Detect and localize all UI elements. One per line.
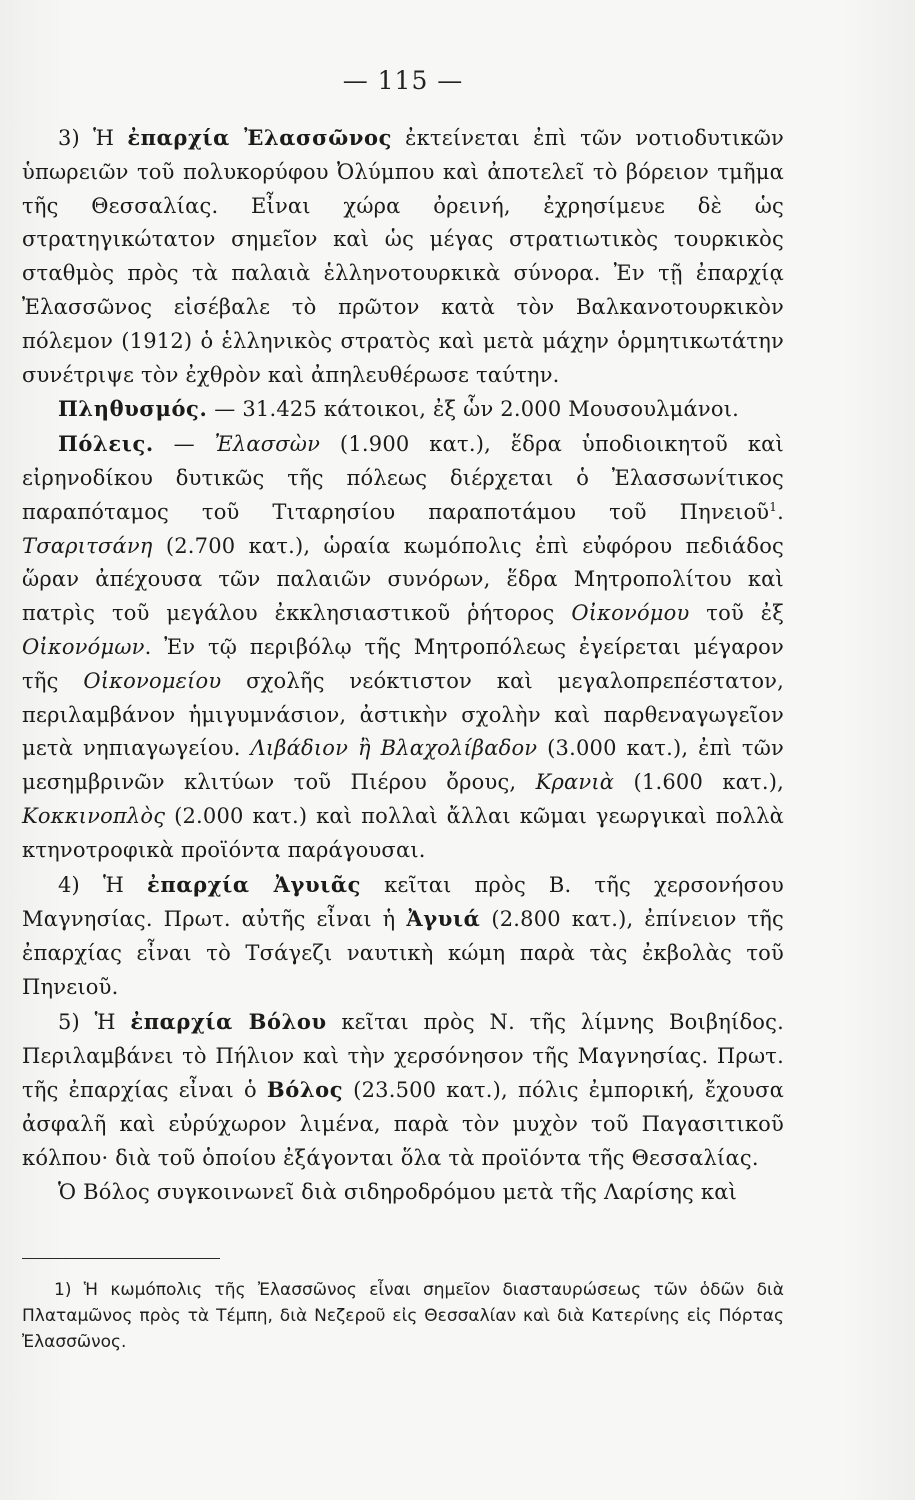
heading-population: Πληθυσμός. <box>58 396 208 422</box>
paragraph-lead: 4) Ἡ <box>58 872 147 897</box>
city-name: Λιβάδιον ἢ Βλαχολίβαδον <box>250 736 538 761</box>
person-name: Οἰκονόμου <box>571 601 690 626</box>
place-name: Οἰκονόμων <box>22 634 145 659</box>
heading-agyia-province: ἐπαρχία Ἀγυιᾶς <box>147 871 362 897</box>
text-segment: (1.600 κατ.), <box>614 770 784 795</box>
paragraph-elasson-province <box>22 121 784 392</box>
city-name: Ἐλασσὼν <box>214 432 321 457</box>
city-name-bold: Βόλος <box>266 1077 344 1103</box>
footnote <box>22 1277 784 1355</box>
text-segment: (2.800 κατ.), ἐπίνειον τῆς ἐπαρχίας εἶναι τὸ Τσάγεζι ναυτικὴ κώμη παρὰ τὰς ἐκβολὰς τοῦ Πηνειοῦ. <box>22 907 784 999</box>
footnote-text: 1) Ἡ κωμόπολις τῆς Ἐλασσῶνος εἶναι σημεῖον διασταυρώσεως τῶν ὁδῶν διὰ Πλαταμῶνος πρὸς τὰ Τέμπη, διὰ Νεζεροῦ εἰς Θεσσαλίαν καὶ διὰ Κατερίνης εἰς Πόρτας Ἐλασσῶνος. <box>22 1280 784 1352</box>
population-text: — 31.425 κάτοικοι, ἐξ ὧν 2.000 Μουσουλμάνοι. <box>207 397 740 422</box>
text-segment: σχολῆς νεόκτιστον καὶ μεγαλοπρεπέστατον, περιλαμβάνον ἡμιγυμνάσιον, ἀστικὴν σχολὴν καὶ παρθεναγωγεῖον μετὰ νηπιαγωγείου. <box>22 668 785 761</box>
text-segment: (23.500 κατ.), πόλις ἐμπορική, ἔχουσα ἀσφαλῆ καὶ εὐρύχωρον λιμένα, παρὰ τὸν μυχὸν τοῦ Παγασιτικοῦ κόλπου· διὰ τοῦ ὁποίου ἐξάγονται ὅλα τὰ προϊόντα τῆς Θεσσαλίας. <box>22 1078 784 1170</box>
paragraph-volos-province <box>22 1005 784 1176</box>
city-name: Κοκκινοπλὸς <box>22 803 166 828</box>
footnote-marker: 1 <box>769 499 778 514</box>
text-segment: (3.000 κατ.), ἐπὶ τῶν μεσημβρινῶν κλιτύων τοῦ Πιέρου ὄρους, <box>22 736 784 795</box>
text-segment: κεῖται πρὸς Ν. τῆς λίμνης Βοιβηίδος. Περιλαμβάνει τὸ Πήλιον καὶ τὴν χερσόνησον τῆς Μαγνησίας. Πρωτ. τῆς ἐπαρχίας εἶναι ὁ <box>22 1009 784 1103</box>
paragraph-cities <box>22 427 784 867</box>
text-segment: τοῦ ἐξ <box>689 601 784 626</box>
paragraph-volos-railway: Ὁ Βόλος συγκοινωνεῖ διὰ σιδηροδρόμου μετὰ τῆς Λαρίσης καὶ <box>58 1179 738 1204</box>
text-segment: κεῖται πρὸς Β. τῆς χερσονήσου Μαγνησίας. Πρωτ. αὐτῆς εἶναι ἡ <box>22 872 784 932</box>
text-segment: (2.000 κατ.) καὶ πολλαὶ ἄλλαι κῶμαι γεωργικαὶ πολλὰ κτηνοτροφικὰ προϊόντα παράγουσαι. <box>22 803 784 862</box>
heading-volos-province: ἐπαρχία Βόλου <box>130 1008 327 1034</box>
page-number: — 115 — <box>342 66 464 95</box>
city-name-bold: Ἀγυιά <box>406 906 481 932</box>
paragraph-text: ἐκτείνεται ἐπὶ τῶν νοτιοδυτικῶν ὑπωρειῶν τοῦ πολυκορύφου Ὀλύμπου καὶ ἀποτελεῖ τὸ βόρειον τμῆμα τῆς Θεσσαλίας. Εἶναι χώρα ὀρεινή, ἐχρησίμευε δὲ ὡς στρατηγικώτατον σημεῖον καὶ ὡς μέγας στρατιωτικὸς τουρκικὸς σταθμὸς πρὸς τὰ παλαιὰ ἑλληνοτουρκικὰ σύνορα. Ἐν τῇ ἐπαρχίᾳ Ἐλασσῶνος εἰσέβαλε τὸ πρῶτον κατὰ τὸν Βαλκανοτουρκικὸν πόλεμον (1912) ὁ ἑλληνικὸς στρατὸς καὶ μετὰ μάχην ὁρμητικωτάτην συνέτριψε τὸν ἐχθρὸν καὶ ἀπηλευθέρωσε ταύτην. <box>22 126 784 387</box>
paragraph-lead: 3) Ἡ <box>58 126 128 150</box>
text-segment: (1.900 κατ.), ἕδρα ὑποδιοικητοῦ καὶ εἰρηνοδίκου δυτικῶς τῆς πόλεως διέρχεται ὁ Ἐλασσωνίτικος παραπόταμος τοῦ Τιταρησίου παραποτάμου τοῦ Πηνειοῦ <box>22 432 784 524</box>
school-name: Οἰκονομείου <box>83 668 222 693</box>
city-name: Τσαριτσάνη <box>22 533 153 558</box>
heading-elasson-province: ἐπαρχία Ἐλασσῶνος <box>127 125 392 150</box>
footnote-divider <box>22 1258 220 1259</box>
city-name: Κρανιὰ <box>535 770 615 795</box>
paragraph-lead: 5) Ἡ <box>58 1009 131 1034</box>
paragraph-agyia-province <box>22 868 784 1005</box>
paragraph-population <box>22 392 784 427</box>
text-segment: . Ἐν τῷ περιβόλῳ τῆς Μητροπόλεως ἐγείρεται μέγαρον τῆς <box>22 634 784 693</box>
page-body <box>22 121 784 1210</box>
text-segment: . <box>777 499 784 524</box>
heading-cities: Πόλεις. <box>58 431 154 457</box>
text-segment: (2.700 κατ.), ὡραία κωμόπολις ἐπὶ εὐφόρου πεδιάδος ὥραν ἀπέχουσα τῶν παλαιῶν συνόρων, ἕδρα Μητροπολίτου καὶ πατρὶς τοῦ μεγάλου ἐκκλησιαστικοῦ ῥήτορος <box>22 533 784 626</box>
text-segment: — <box>153 432 215 457</box>
